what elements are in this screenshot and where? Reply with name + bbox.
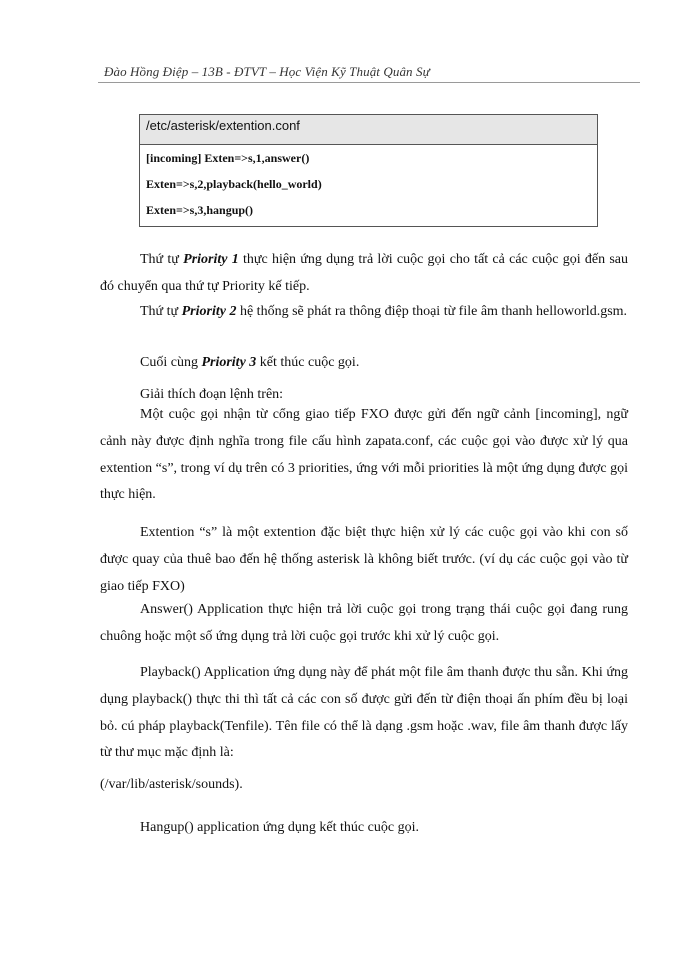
code-box: [139, 114, 598, 227]
text-run: Thứ tự: [140, 304, 182, 319]
header-divider: [98, 82, 640, 83]
paragraph-sounds-path: (/var/lib/asterisk/sounds).: [100, 777, 243, 792]
paragraph-explanation-heading: Giải thích đoạn lệnh trên:: [140, 387, 284, 402]
paragraph-answer: Answer() Application thực hiện trả lời cuộc gọi trong trạng thái cuộc gọi đang rung chuông hoặc một số ứng dụng trả lời cuộc gọi trước khi xử lý cuộc gọi.: [100, 602, 628, 644]
paragraph-priority-3: [100, 350, 628, 377]
paragraph-priority-2: [100, 299, 628, 326]
text-run: kết thúc cuộc gọi.: [256, 355, 360, 370]
text-run: hệ thống sẽ phát ra thông điệp thoại từ file âm thanh helloworld.gsm.: [236, 304, 628, 319]
text-run: thực hiện ứng dụng trả lời cuộc gọi cho tất cả các cuộc gọi đến sau đó chuyển qua thứ tự Priority kế tiếp.: [100, 252, 628, 294]
running-header: Đào Hồng Điệp – 13B - ĐTVT – Học Viện Kỹ Thuật Quân Sự: [104, 64, 430, 79]
priority-label: Priority 1: [183, 252, 239, 267]
paragraph-extention-s: Extention “s” là một extention đặc biệt thực hiện xử lý các cuộc gọi vào khi con số được quay của thuê bao đến hệ thống asterisk là không biết trước. (ví dụ các cuộc gọi vào từ giao tiếp FXO): [100, 525, 628, 594]
paragraph-priority-1: [100, 247, 628, 301]
paragraph-incoming: Một cuộc gọi nhận từ cổng giao tiếp FXO được gửi đến ngữ cảnh [incoming], ngữ cảnh này được định nghĩa trong file cấu hình zapata.conf, các cuộc gọi vào được xử lý qua extention “s”, trong ví dụ trên có 3 priorities, ứng với mỗi priorities là một ứng dụng được gọi thực hiện.: [100, 407, 628, 503]
paragraph-playback: Playback() Application ứng dụng này để phát một file âm thanh được thu sẵn. Khi ứng dụng playback() thực thi thì tất cả các con số được gửi đến từ điện thoại ấn phím đều bị loại bỏ. cú pháp playback(Tenfile). Tên file có thể là dạng .gsm hoặc .wav, file âm thanh được lấy từ thư mục mặc định là:: [100, 665, 628, 761]
code-line: Exten=>s,2,playback(hello_world): [146, 177, 322, 191]
code-line: Exten=>s,3,hangup(): [146, 203, 254, 217]
priority-label: Priority 3: [201, 355, 257, 370]
priority-label: Priority 2: [181, 304, 237, 319]
code-box-title: /etc/asterisk/extention.conf: [140, 115, 597, 145]
paragraph-hangup: Hangup() application ứng dụng kết thúc cuộc gọi.: [140, 820, 419, 835]
text-run: Thứ tự: [140, 252, 184, 267]
code-line: [incoming] Exten=>s,1,answer(): [146, 151, 310, 165]
text-run: Cuối cùng: [140, 355, 202, 370]
